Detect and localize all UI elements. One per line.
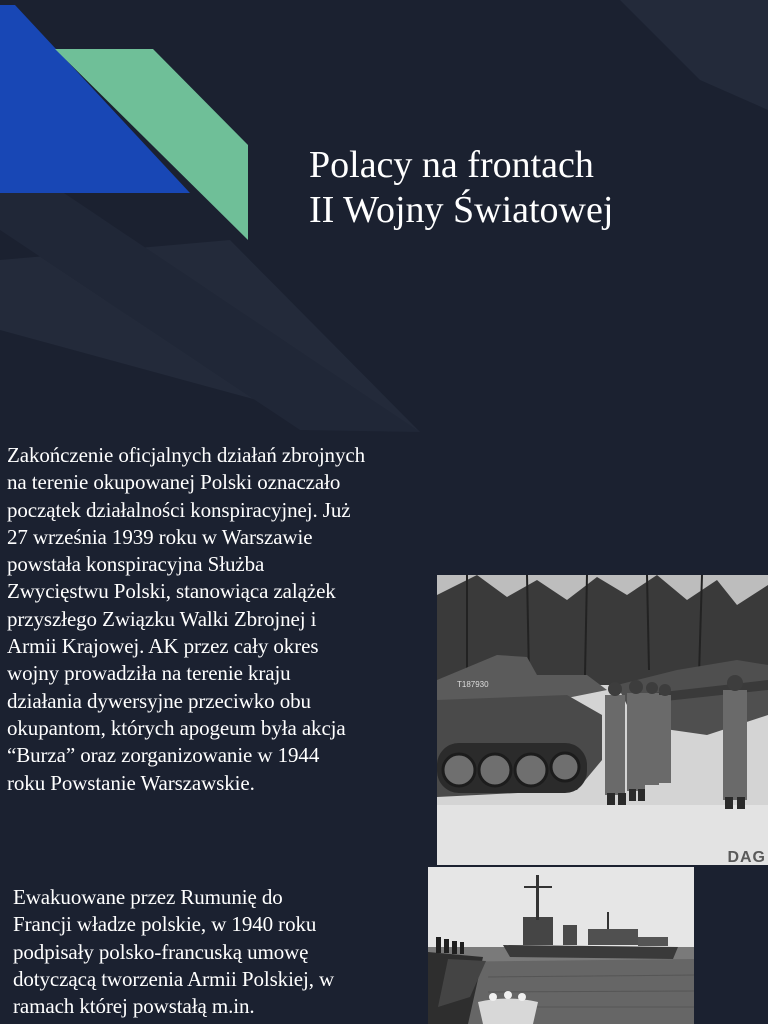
warship-photo <box>428 867 694 1024</box>
title-line-2: II Wojny Światowej <box>309 189 614 231</box>
tank-marking: T187930 <box>457 680 489 689</box>
paragraph-line: przyszłego Związku Walki Zbrojnej i <box>7 606 317 631</box>
paragraph-line: Ewakuowane przez Rumunię do <box>13 885 283 909</box>
paragraph-line: dotyczącą tworzenia Armii Polskiej, w <box>13 966 335 991</box>
paragraph-line: działania dywersyjne przeciwko obu <box>7 688 311 713</box>
paragraph-line: roku Powstanie Warszawskie. <box>7 770 255 795</box>
paragraph-line: Zwycięstwu Polski, stanowiąca zalążek <box>7 579 336 604</box>
paragraph-line: powstała konspiracyjna Służba <box>7 552 265 577</box>
paragraph-line: Armii Krajowej. AK przez cały okres <box>7 634 319 659</box>
paragraph-line: wojny prowadziła na terenie kraju <box>7 661 291 686</box>
photo-watermark: DAG <box>727 849 766 865</box>
paragraph-line: podpisały polsko-francuską umowę <box>13 939 309 964</box>
paragraph-conspiracy <box>7 442 427 797</box>
paragraph-line: ramach której powstałą m.in. <box>13 994 255 1019</box>
paragraph-line: okupantom, których apogeum była akcja <box>7 715 346 740</box>
paragraph-polish-army-france <box>13 884 413 1020</box>
paragraph-line: na terenie okupowanej Polski oznaczało <box>7 470 341 495</box>
slide-title <box>309 143 729 233</box>
paragraph-line: Francji władze polskie, w 1940 roku <box>13 912 317 937</box>
paragraph-line: Zakończenie oficjalnych działań zbrojnych <box>7 443 365 467</box>
title-line-1: Polacy na frontach <box>309 144 594 186</box>
paragraph-line: początek działalności konspiracyjnej. Już <box>7 497 351 522</box>
paragraph-line: 27 września 1939 roku w Warszawie <box>7 524 313 549</box>
paragraph-line: “Burza” oraz zorganizowanie w 1944 <box>7 743 320 768</box>
tanks-photo <box>437 575 768 865</box>
